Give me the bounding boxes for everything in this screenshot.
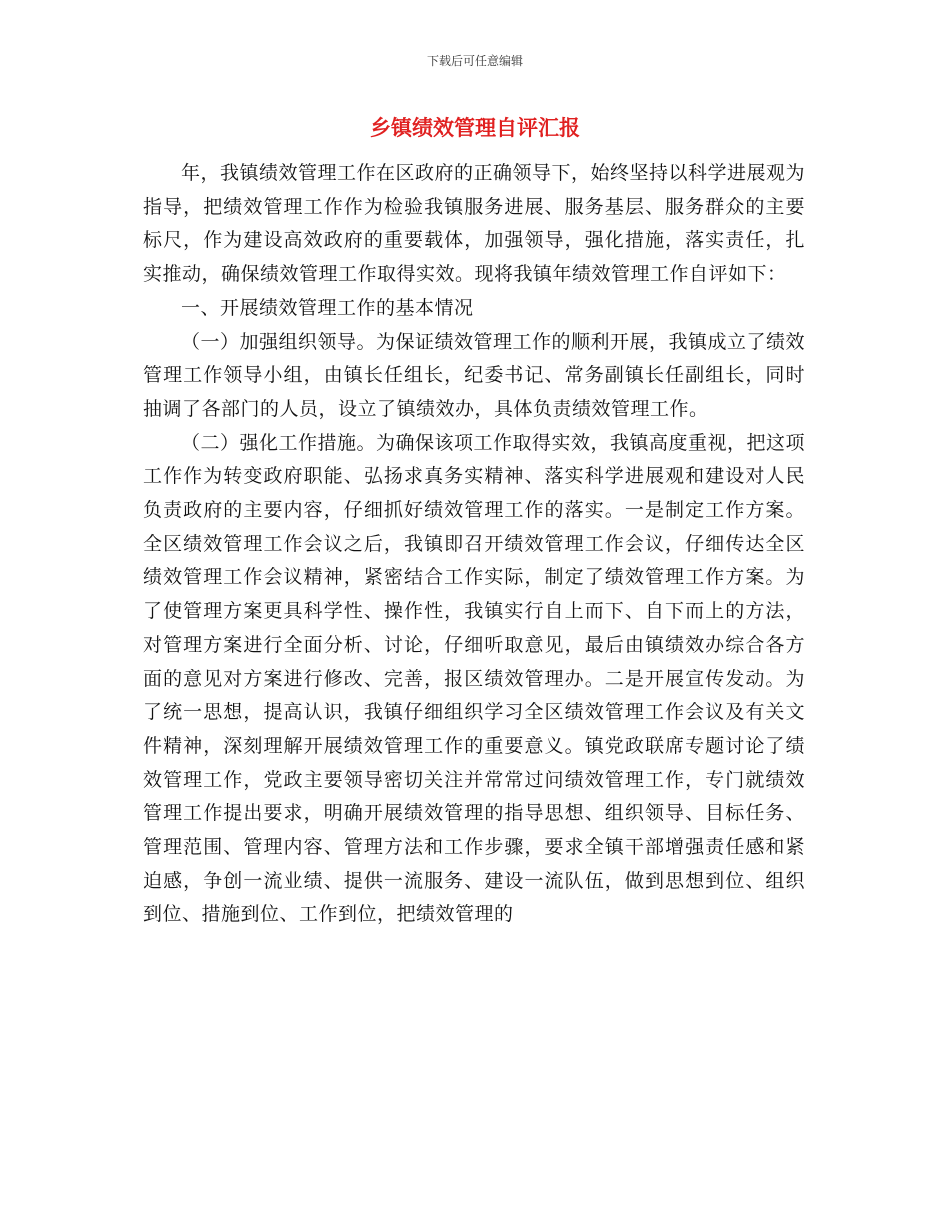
- document-title: 乡镇绩效管理自评汇报: [370, 115, 580, 140]
- section-heading-basic-situation: 一、开展绩效管理工作的基本情况: [181, 296, 474, 319]
- paragraph-organization-leadership: （一）加强组织领导。为保证绩效管理工作的顺利开展，我镇成立了绩效管理工作领导小组，由镇长任组长，纪委书记、常务副镇长任副组长，同时抽调了各部门的人员，设立了镇绩效办，具体负责绩效管理工作。: [143, 330, 806, 420]
- paragraph-intro: 年，我镇绩效管理工作在区政府的正确领导下，始终坚持以科学进展观为指导，把绩效管理工作作为检验我镇服务进展、服务基层、服务群众的主要标尺，作为建设高效政府的重要载体，加强领导，强化措施，落实责任，扎实推动，确保绩效管理工作取得实效。现将我镇年绩效管理工作自评如下：: [143, 162, 806, 286]
- page-header-note: 下载后可任意编辑: [426, 54, 523, 68]
- paragraph-work-measures: （二）强化工作措施。为确保该项工作取得实效，我镇高度重视，把这项工作作为转变政府职能、弘扬求真务实精神、落实科学进展观和建设对人民负责政府的主要内容，仔细抓好绩效管理工作的落实。一是制定工作方案。全区绩效管理工作会议之后，我镇即召开绩效管理工作会议，仔细传达全区绩效管理工作会议精神，紧密结合工作实际，制定了绩效管理工作方案。为了使管理方案更具科学性、操作性，我镇实行自上而下、自下而上的方法，对管理方案进行全面分析、讨论，仔细听取意见，最后由镇绩效办综合各方面的意见对方案进行修改、完善，报区绩效管理办。二是开展宣传发动。为了统一思想，提高认识，我镇仔细组织学习全区绩效管理工作会议及有关文件精神，深刻理解开展绩效管理工作的重要意义。镇党政联席专题讨论了绩效管理工作，党政主要领导密切关注并常常过问绩效管理工作，专门就绩效管理工作提出要求，明确开展绩效管理的指导思想、组织领导、目标任务、管理范围、管理内容、管理方法和工作步骤，要求全镇干部增强责任感和紧迫感，争创一流业绩、提供一流服务、建设一流队伍，做到思想到位、组织到位、措施到位、工作到位，把绩效管理的: [143, 431, 806, 926]
- document-body: [143, 157, 805, 932]
